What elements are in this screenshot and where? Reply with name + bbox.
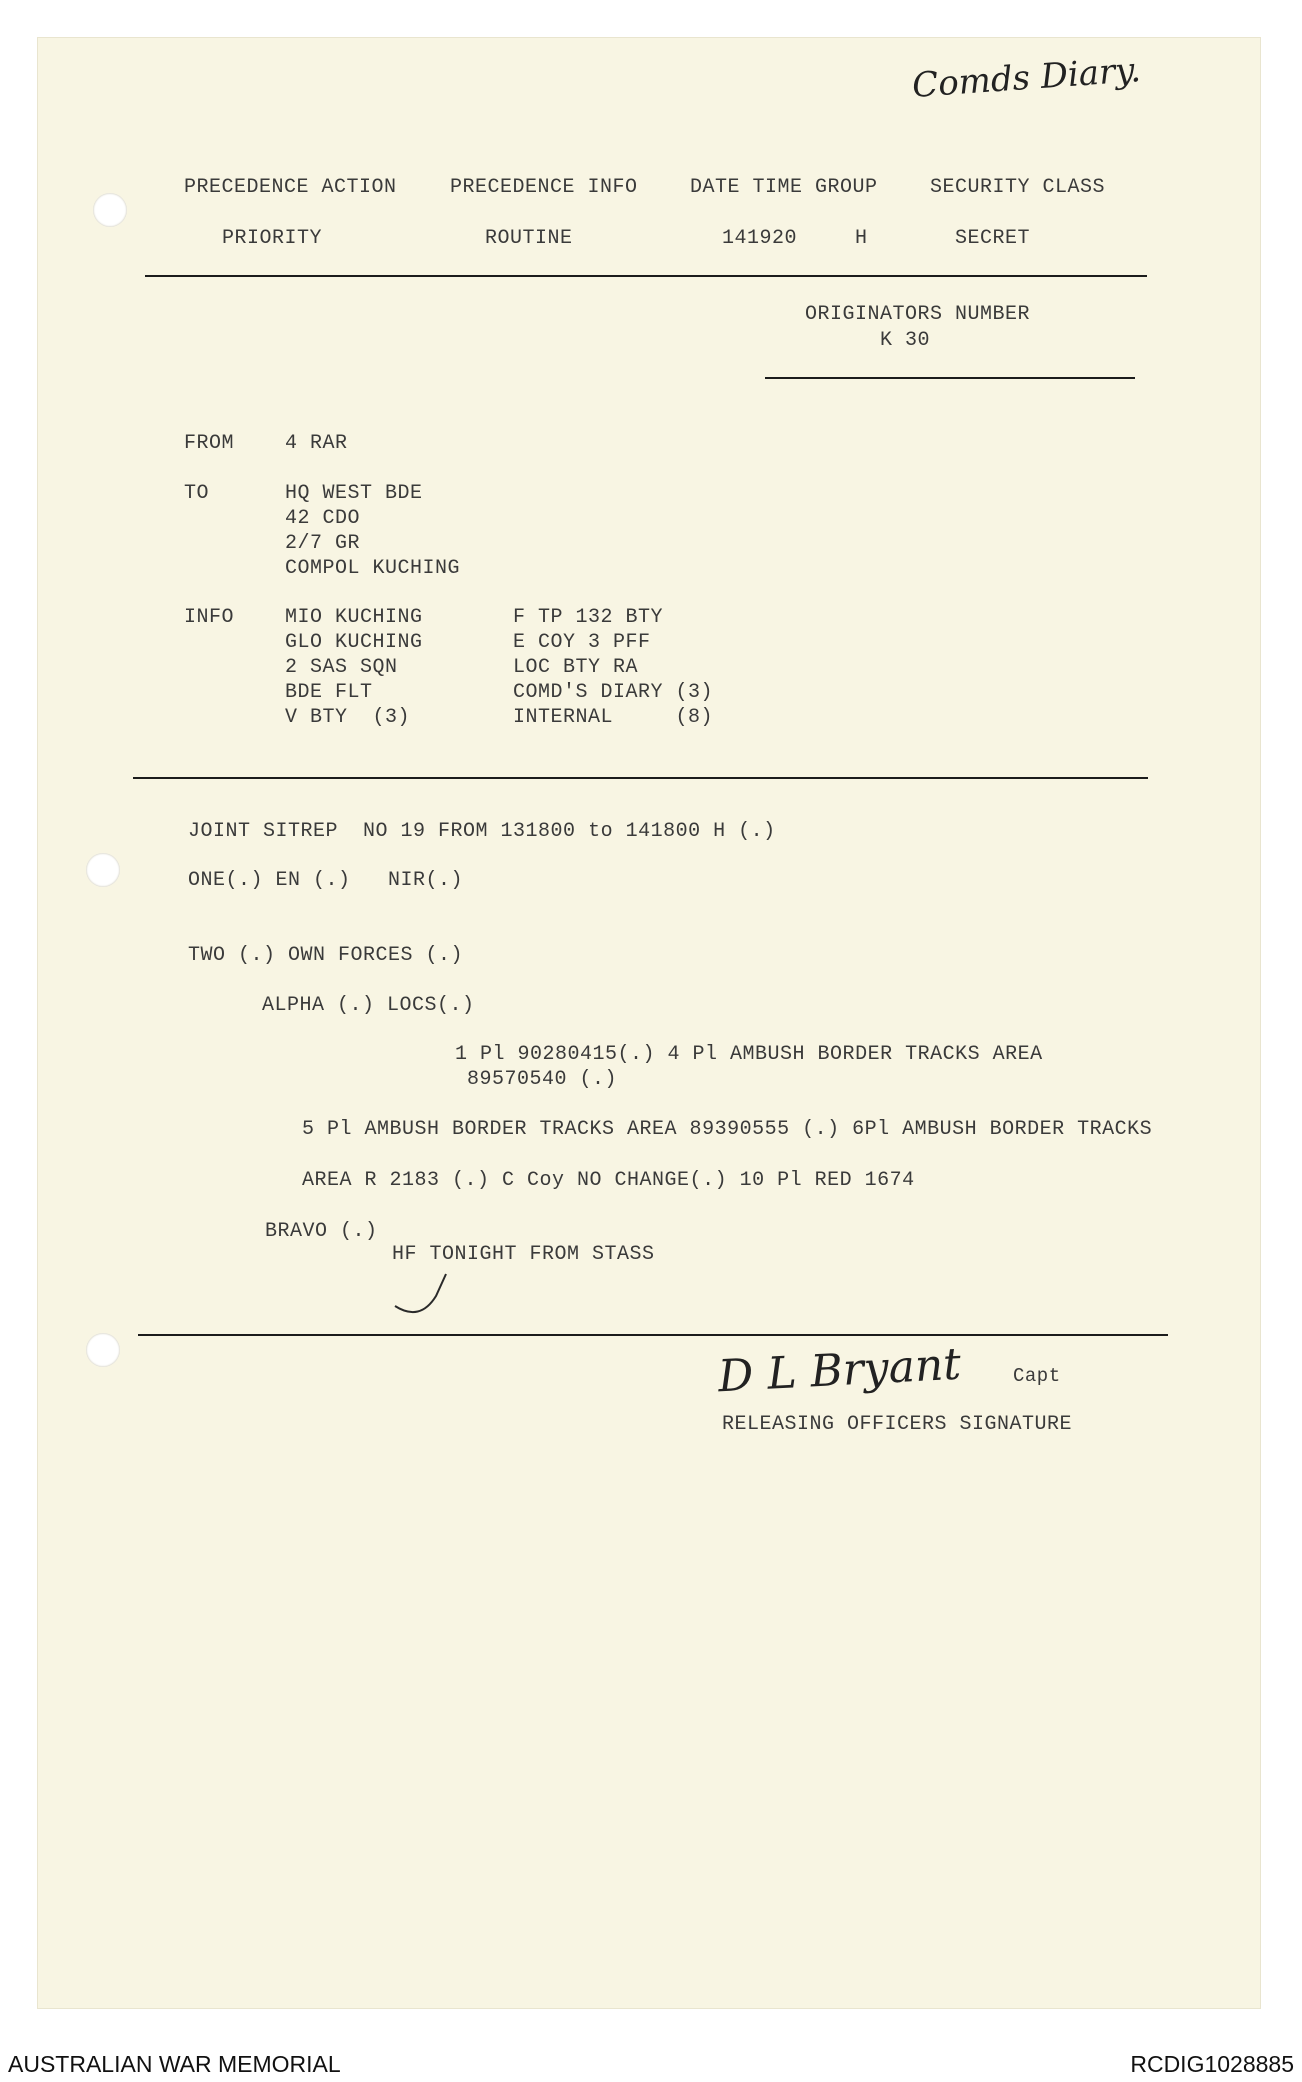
precedence-action-value: PRIORITY: [222, 227, 323, 250]
divider: [765, 377, 1135, 379]
originators-number-value: K 30: [880, 329, 931, 352]
to-line: 2/7 GR: [285, 532, 361, 555]
info-addressee: MIO KUCHING: [285, 606, 423, 629]
info-label: INFO: [184, 606, 235, 629]
body-line: AREA R 2183 (.) C Coy NO CHANGE(.) 10 Pl RED 1674: [302, 1169, 915, 1192]
from-value: 4 RAR: [285, 432, 348, 455]
signature-rank: Capt: [1013, 1365, 1061, 1387]
subpara-alpha: ALPHA (.) LOCS(.): [262, 994, 475, 1017]
security-class-label: SECURITY CLASS: [930, 176, 1106, 199]
sitrep-title: JOINT SITREP NO 19 FROM 131800 to 141800 H (.): [188, 820, 776, 843]
to-line: COMPOL KUCHING: [285, 557, 461, 580]
from-label: FROM: [184, 432, 235, 455]
info-addressee: GLO KUCHING: [285, 631, 423, 654]
divider: [138, 1334, 1168, 1336]
handwritten-annotation: Comds Diary.: [910, 50, 1143, 106]
dtg-value: 141920: [722, 227, 798, 250]
info-addressee: INTERNAL (8): [513, 706, 714, 729]
body-line: 5 Pl AMBUSH BORDER TRACKS AREA 89390555 (.) 6Pl AMBUSH BORDER TRACKS: [302, 1118, 1153, 1141]
punch-hole: [86, 853, 120, 887]
body-line: 89570540 (.): [467, 1068, 618, 1091]
para-one: ONE(.) EN (.) NIR(.): [188, 869, 464, 892]
to-line: HQ WEST BDE: [285, 482, 423, 505]
precedence-info-label: PRECEDENCE INFO: [450, 176, 638, 199]
info-addressee: BDE FLT: [285, 681, 373, 704]
body-line: HF TONIGHT FROM STASS: [392, 1243, 655, 1266]
info-addressee: V BTY (3): [285, 706, 411, 729]
tick-mark: [390, 1270, 460, 1320]
divider: [145, 275, 1147, 277]
punch-hole: [86, 1333, 120, 1367]
subpara-bravo: BRAVO (.): [265, 1220, 378, 1243]
para-two: TWO (.) OWN FORCES (.): [188, 944, 464, 967]
to-line: 42 CDO: [285, 507, 361, 530]
originators-number-label: ORIGINATORS NUMBER: [805, 303, 1031, 326]
info-addressee: F TP 132 BTY: [513, 606, 664, 629]
date-time-group-label: DATE TIME GROUP: [690, 176, 878, 199]
dtg-zone: H: [855, 227, 868, 250]
info-addressee: LOC BTY RA: [513, 656, 639, 679]
punch-hole: [93, 193, 127, 227]
precedence-info-value: ROUTINE: [485, 227, 573, 250]
message-form: [38, 38, 1260, 2008]
to-label: TO: [184, 482, 210, 505]
releasing-officers-signature-label: RELEASING OFFICERS SIGNATURE: [722, 1413, 1073, 1436]
footer-credit: AUSTRALIAN WAR MEMORIAL: [8, 2051, 341, 2077]
divider: [133, 777, 1148, 779]
footer-record-id: RCDIG1028885: [1130, 2051, 1294, 2077]
info-addressee: E COY 3 PFF: [513, 631, 651, 654]
signature-handwritten: D L Bryant: [716, 1338, 963, 1403]
precedence-action-label: PRECEDENCE ACTION: [184, 176, 397, 199]
security-class-value: SECRET: [955, 227, 1031, 250]
info-addressee: 2 SAS SQN: [285, 656, 398, 679]
info-addressee: COMD'S DIARY (3): [513, 681, 714, 704]
body-line: 1 Pl 90280415(.) 4 Pl AMBUSH BORDER TRACKS AREA: [455, 1043, 1043, 1066]
